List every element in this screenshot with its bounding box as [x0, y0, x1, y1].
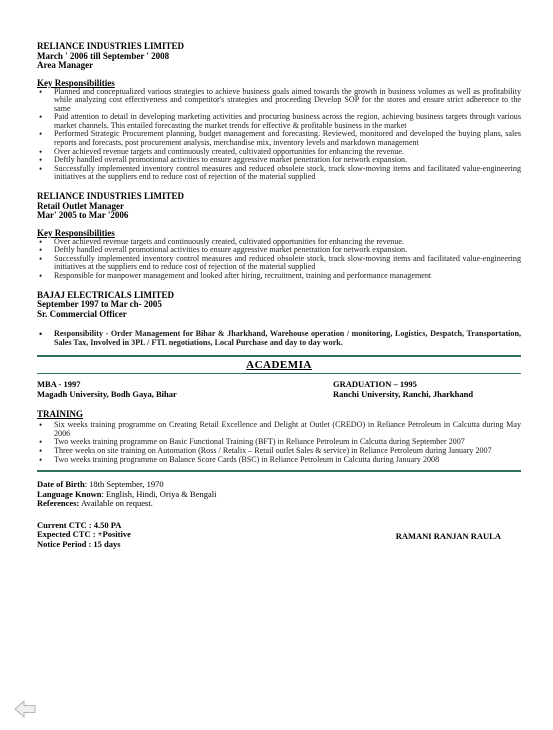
company-name: BAJAJ ELECTRICALS LIMITED: [37, 289, 175, 300]
job-section-3: [37, 291, 521, 348]
job-period: September 1997 to Mar ch- 2005: [37, 299, 162, 309]
job-role: Retail Outlet Manager: [37, 200, 124, 211]
responsibilities-list: [37, 330, 521, 347]
education-entry: [37, 380, 333, 399]
list-item: • Successfully implemented inventory control measures and reduced obsolete stock, track slow-moving items and facilitated value-engineering initiatives at the suppliers end to reduce cost of rejection of the material supplied: [54, 165, 521, 182]
list-item: • Responsible for manpower management and looked after hiring, recruitment, training and performance management: [54, 272, 521, 281]
candidate-name: RAMANI RANJAN RAULA: [395, 530, 501, 541]
education-entry: [333, 380, 473, 399]
responsibilities-heading: Key Responsibilities: [37, 77, 115, 88]
list-item: • Successfully implemented inventory control measures and reduced obsolete stock, track slow-moving items and facilitated value-engineering initiatives at the suppliers end to reduce cost of rejection of the material supplied: [54, 255, 521, 272]
list-item: • Deftly handled overall promotional activities to ensure aggressive market penetration for network expansion.: [54, 156, 521, 165]
list-item: • Paid attention to detail in developing marketing activities and procuring business across the region, achieving business targets through various market channels. This entailed forecasting the market trends for effective & profitable business in the market: [54, 113, 521, 130]
company-name: RELIANCE INDUSTRIES LIMITED: [37, 191, 185, 202]
date-of-birth: Date of Birth: 18th September, 1970: [37, 479, 164, 490]
job-period: March ' 2006 till September ' 2008: [37, 50, 170, 61]
job-section-2: [37, 192, 521, 280]
list-item: • Planned and conceptualized various strategies to achieve business goals aimed towards the growth in business volumes as well as profitability while analyzing cost effectiveness and competitor's strategies and proceeding Develop SOP for the stores and ensure strict adherence to the same: [54, 88, 521, 114]
list-item: • Over achieved revenue targets and continuously created, cultivated opportunities for enhancing the revenue.: [54, 148, 521, 157]
list-item: • Two weeks training programme on Basic Functional Training (BFT) in Reliance Petroleum in Calcutta during September 2007: [54, 438, 521, 447]
list-item: • Performed Strategic Procurement planning, budget management and forecasting. Reviewed, monitored and developed the buying plans, sales reports and forecasts, post procurement analysis, merchandise mix, inventory levels and markdown management: [54, 130, 521, 147]
university: Ranchi University, Ranchi, Jharkhand: [333, 388, 474, 399]
degree: MBA - 1997: [37, 379, 81, 390]
personal-details: [37, 480, 521, 509]
job-section-1: [37, 42, 521, 182]
notice-period: Notice Period : 15 days: [37, 538, 121, 549]
training-list: [37, 421, 521, 464]
company-name: RELIANCE INDUSTRIES LIMITED: [37, 41, 185, 51]
responsibilities-list: [37, 238, 521, 281]
current-ctc: Current CTC : 4.50 PA: [37, 519, 122, 530]
responsibilities-list: [37, 88, 521, 183]
ctc-details: [37, 521, 131, 550]
section-divider: [37, 355, 521, 357]
training-heading: TRAINING: [37, 409, 84, 420]
academia-section: [37, 380, 521, 399]
list-item: • Six weeks training programme on Creating Retail Excellence and Delight at Outlet (CREDO) in Reliance Petroleum in Calcutta during May 2006: [54, 421, 521, 438]
responsibilities-heading: Key Responsibilities: [37, 227, 115, 238]
list-item: • Deftly handled overall promotional activities to ensure aggressive market penetration for network expansion.: [54, 246, 521, 255]
expected-ctc: Expected CTC : +Positive: [37, 529, 131, 540]
list-item: • Responsibility - Order Management for Bihar & Jharkhand, Warehouse operation / monitoring, Logistics, Despatch, Transportation, Sales Tax, Involved in 3PL / FTL negotiations, Local Purchase and day to day work.: [54, 330, 521, 347]
job-period: Mar' 2005 to Mar '2006: [37, 210, 129, 221]
footer-section: [37, 521, 521, 550]
section-divider: [37, 470, 521, 472]
university: Magadh University, Bodh Gaya, Bihar: [37, 388, 177, 399]
degree: GRADUATION – 1995: [333, 379, 417, 390]
job-role: Area Manager: [37, 60, 94, 70]
list-item: • Three weeks on site training on Automation (Ross / Retalix – Retail outlet Sales & service) in Reliance Petroleum during January 2007: [54, 447, 521, 456]
list-item: • Two weeks training programme on Balance Score Cards (BSC) in Reliance Petroleum in Calcutta during January 2008: [54, 456, 521, 465]
languages: Language Known: English, Hindi, Oriya & Bengali: [37, 488, 217, 499]
job-role: Sr. Commercial Officer: [37, 308, 127, 319]
references: References: Available on request.: [37, 498, 153, 509]
academia-heading: ACADEMIA: [246, 359, 312, 372]
back-arrow-icon[interactable]: [14, 700, 36, 718]
resume-page: [37, 42, 521, 549]
section-divider: [37, 373, 521, 374]
list-item: • Over achieved revenue targets and continuously created, cultivated opportunities for enhancing the revenue.: [54, 238, 521, 247]
